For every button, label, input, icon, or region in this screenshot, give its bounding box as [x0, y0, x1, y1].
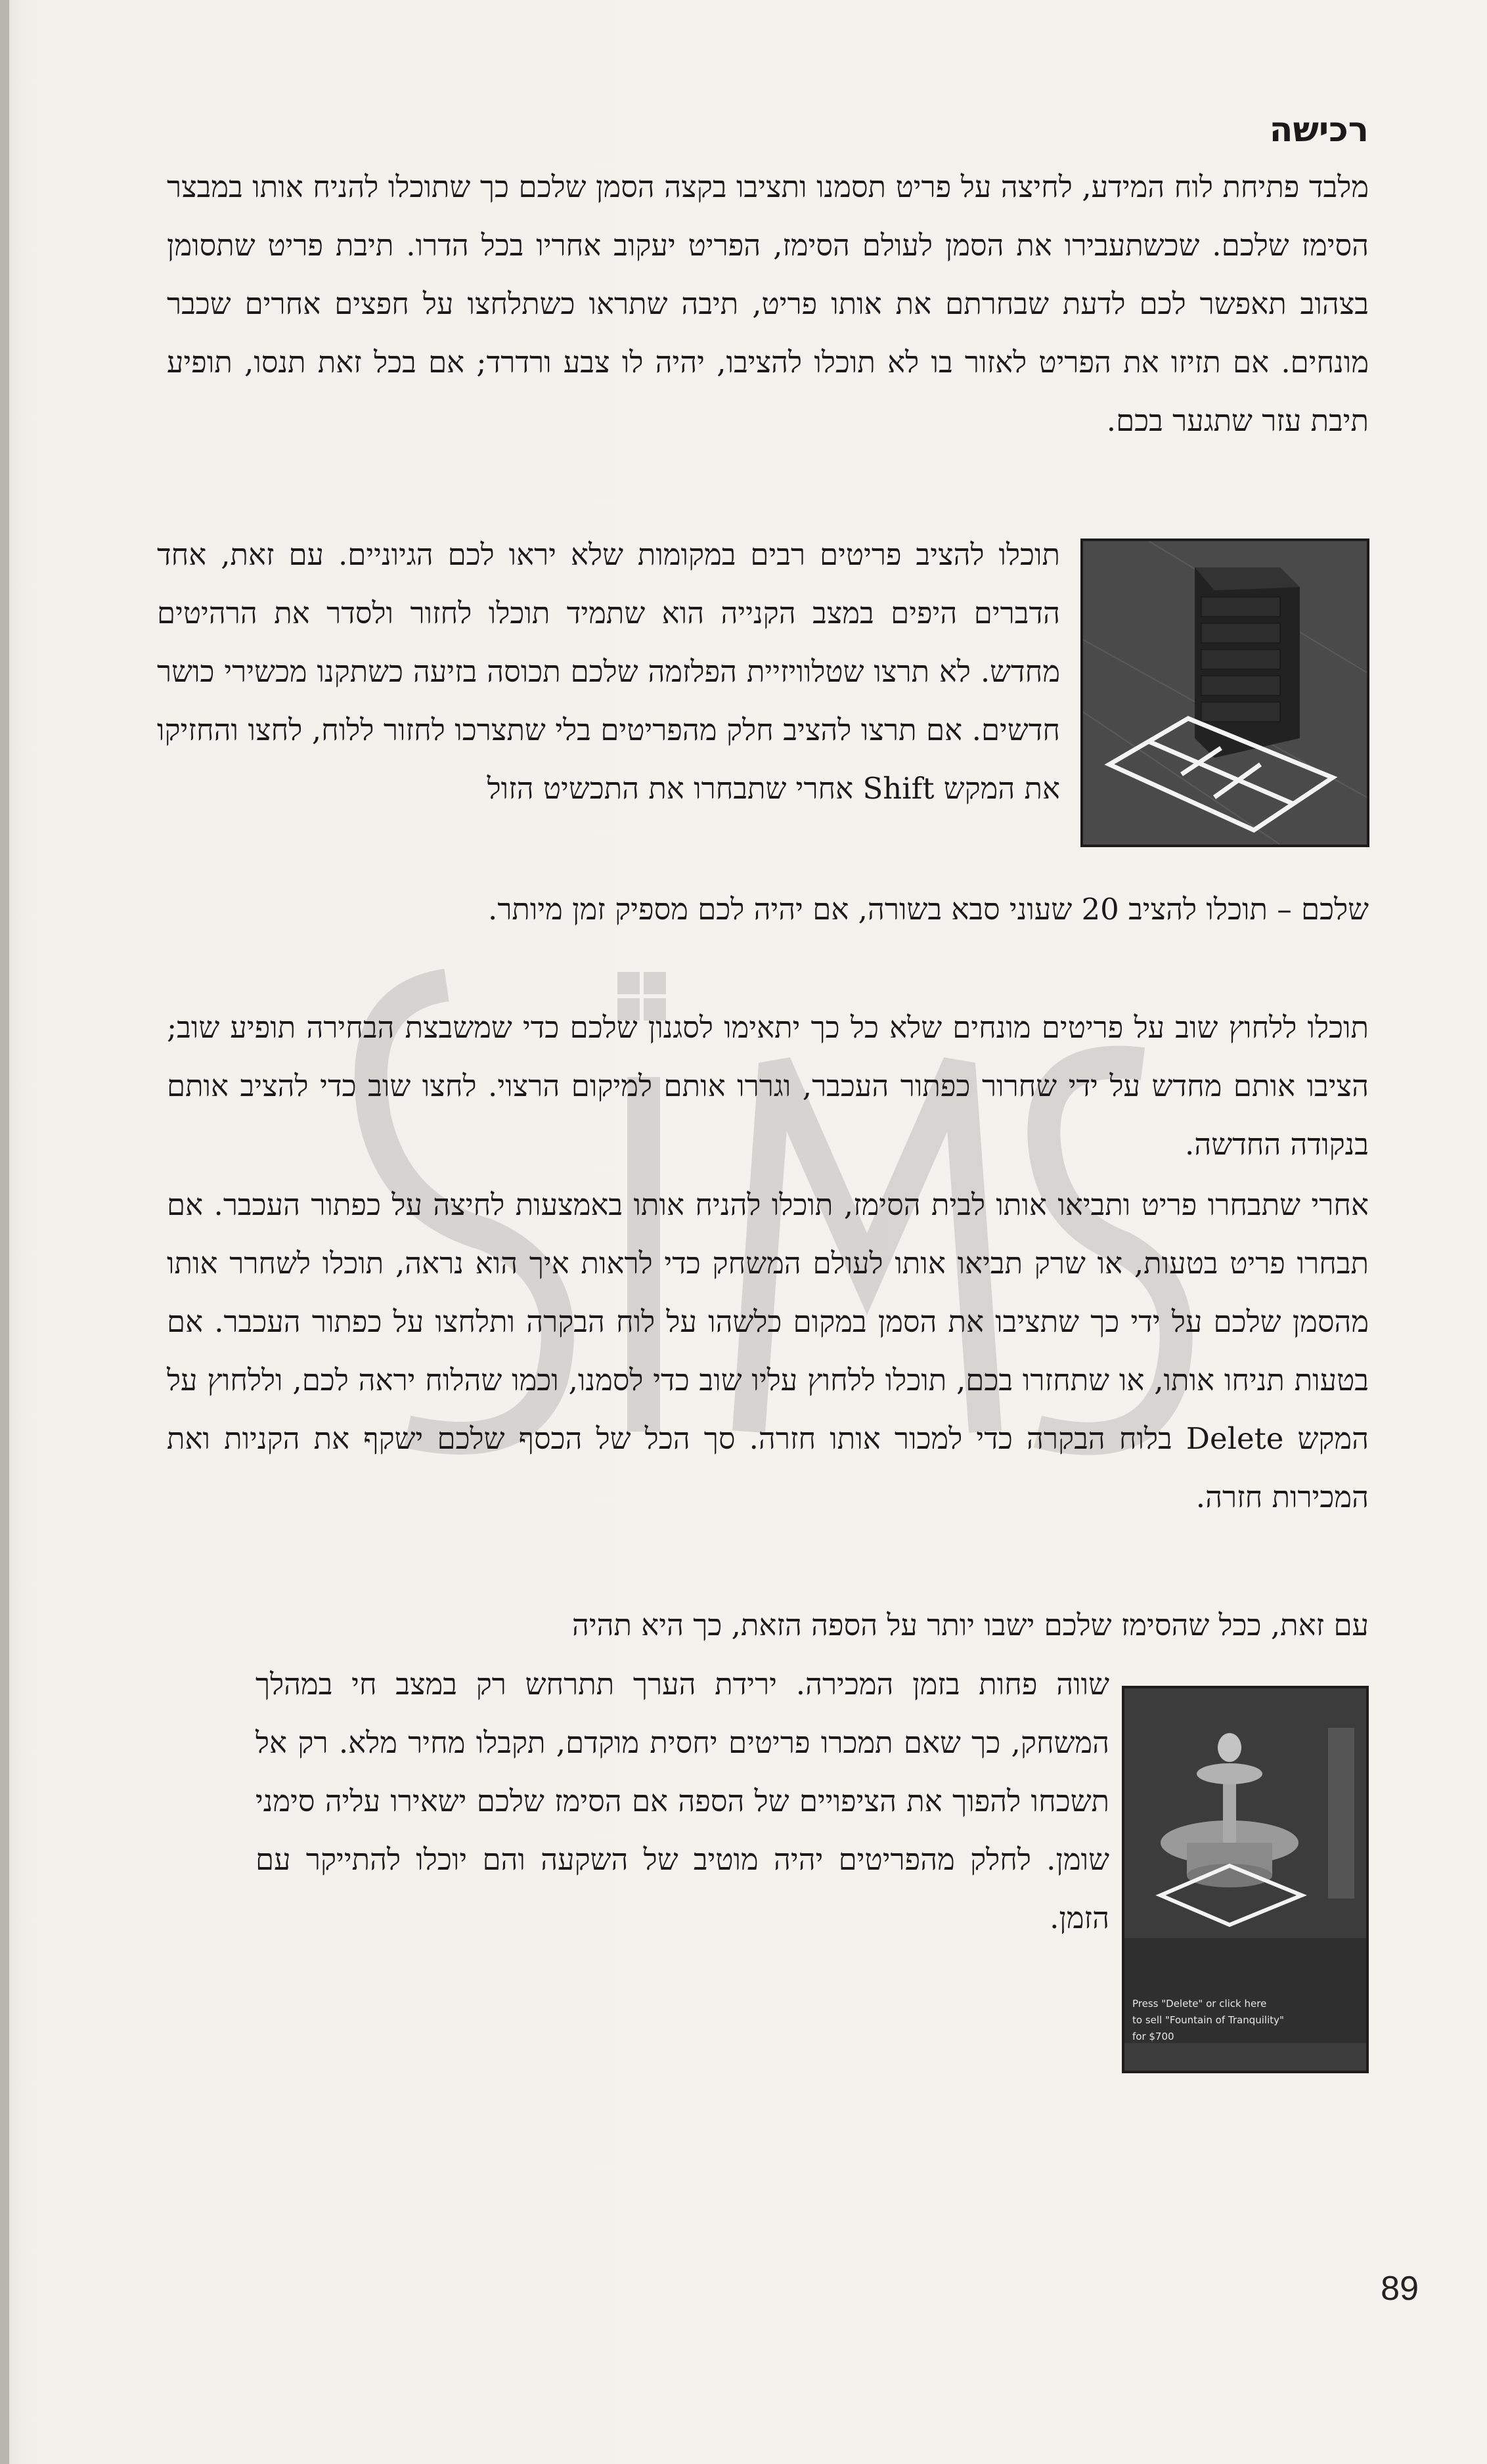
paragraph-4-first-text: עם זאת, ככל שהסימז שלכם ישבו יותר על הספה הזאת, כך היא תהיה	[571, 1608, 1369, 1642]
fountain-caption-line1: Press "Delete" or click here	[1132, 1998, 1267, 2010]
paragraph-4-wrap-text: שווה פחות בזמן המכירה. ירידת הערך תתרחש רק במצב חי במהלך המשחק, כך שאם תמכרו פריטים יחסית מוקדם, תקבלו מחיר מלא. רק אל תשכחו להפוך את הציפויים של הספה אם הסימז שלכם ישאירו עליה סימני שומן. לחלק מהפריטים יהיה מוטיב של השקעה והם יוכלו להתייקר עם הזמן.	[255, 1667, 1109, 1935]
paragraph-intro-text: מלבד פתיחת לוח המידע, לחיצה על פריט תסמנו ותציבו בקצה הסמן שלכם כך שתוכלו להניח אותו במבצר הסימז שלכם. שכשתעבירו את הסמן לעולם הסימז, הפריט יעקוב אחריו בכל הדרו. תיבת פריט שתסומן בצהוב תאפשר לכם לדעת שבחרתם את אותו פריט, תיבה שתראו כשתלחצו על חפצים אחרים שכבר מונחים. אם תזיזו את הפריט לאזור בו לא תוכלו להציבו, יהיה לו צבע ורדרד; אם בכל זאת תנסו, תופיע תיבת עזר שתגער בכם.	[167, 169, 1369, 438]
figure-fountain-sell	[1122, 1686, 1369, 2073]
page-number: 89	[1381, 2270, 1419, 2308]
paragraph-4-first-line	[167, 1596, 1369, 1655]
dresser-grid-illustration	[1083, 541, 1367, 845]
fountain-illustration	[1124, 1688, 1366, 2071]
paragraph-wrap-1-cont-text: שלכם – תוכלו להציב 20 שעוני סבא בשורה, אם יהיה לכם מספיק זמן מיותר.	[488, 892, 1369, 927]
paragraph-3	[167, 1176, 1369, 1596]
paragraph-2-text: תוכלו ללחוץ שוב על פריטים מונחים שלא כל כך יתאימו לסגנון שלכם כדי שמשבצת הבחירה תופיע שוב; הציבו אותם מחדש על ידי שחרור כפתור העכבר, וגררו אותם למיקום הרצוי. לחצו שוב כדי להציב אותם בנקודה החדשה.	[167, 1010, 1369, 1162]
figure-dresser-placement	[1080, 539, 1369, 847]
section-heading: רכישה	[1269, 110, 1369, 150]
paragraph-3-text: אחרי שתבחרו פריט ותביאו אותו לבית הסימז, תוכלו להניח אותו באמצעות לחיצה על כפתור העכבר. אם תבחרו פריט בטעות, או שרק תביאו אותו לעולם המשחק כדי לראות איך הוא נראה, תוכלו לשחרר אותו מהסמן שלכם על ידי כך שתציבו את הסמן במקום כלשהו על לוח הבקרה ותלחצו על כפתור העכבר. אם בטעות תניחו אותו, או שתחזרו בכם, תוכלו ללחוץ עליו שוב כדי לסמנו, וכמו שהלוח יראה לכם, וללחוץ על המקש Delete בלוח הבקרה כדי למכור אותו חזרה. סך הכל של הכסף שלכם ישקף את הקניות ואת המכירות חזרה.	[167, 1187, 1369, 1514]
paragraph-wrap-1-text: תוכלו להציב פריטים רבים במקומות שלא יראו לכם הגיוניים. עם זאת, אחד הדברים היפים במצב הקנייה הוא שתמיד תוכלו לחזור ולסדר את הרהיטים מחדש. לא תרצו שטלוויזיית הפלזמה שלכם תכוסה בזיעה כשתקנו מכשירי כושר חדשים. אם תרצו להציב חלק מהפריטים בלי שתצרכו לחזור ללוח, לחצו והחזיקו את המקש Shift אחרי שתבחרו את התכשיט הזול	[157, 537, 1060, 806]
paragraph-wrap-1	[157, 525, 1060, 880]
fountain-caption-line2: to sell "Fountain of Tranquility"	[1132, 2014, 1284, 2026]
paragraph-wrap-1-continued	[167, 880, 1369, 998]
page-gutter-shadow	[0, 0, 9, 2464]
fountain-caption-line3: for $700	[1132, 2031, 1174, 2042]
paragraph-4-wrap	[255, 1655, 1109, 2010]
paragraph-intro	[167, 158, 1369, 532]
paragraph-2	[167, 998, 1369, 1176]
